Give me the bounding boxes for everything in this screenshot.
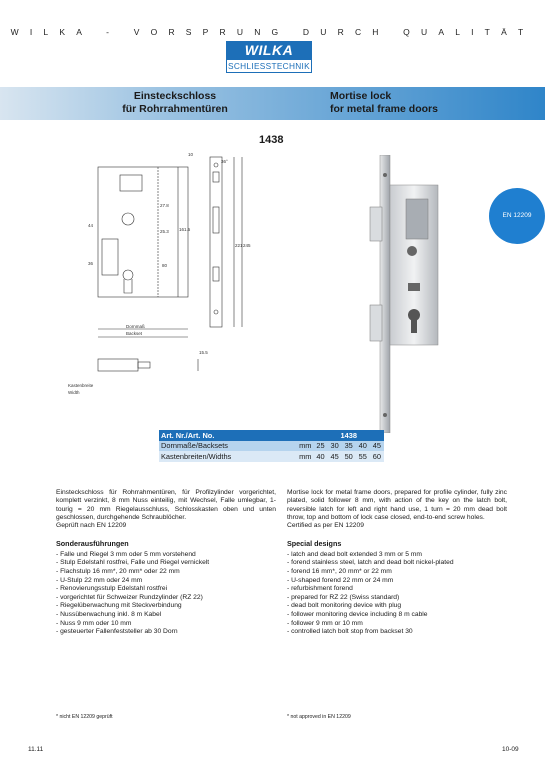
list-item: - Falle und Riegel 3 mm oder 5 mm vorstehend (56, 550, 196, 558)
svg-text:36: 36 (88, 261, 94, 266)
svg-text:27.8: 27.8 (160, 203, 169, 208)
row-label: Kastenbreiten/Widths (159, 451, 296, 462)
drawing-follower (122, 213, 134, 225)
title-english (300, 90, 490, 116)
row-label: Dornmaße/Backsets (159, 441, 296, 452)
table-row (159, 451, 384, 462)
list-item: - U-Stulp 22 mm oder 24 mm (56, 576, 143, 584)
drawing-label-width-en: Width (68, 390, 80, 395)
row-value: 25 (313, 441, 327, 452)
svg-text:221: 221 (235, 243, 243, 248)
list-item: - vorgerichtet für Schweizer Rundzylinder (RZ 22) (56, 593, 203, 601)
title-german (70, 90, 280, 116)
list-item: - Renovierungsstulp Edelstahl rostfrei (56, 585, 168, 593)
list-item: - follower 9 mm or 10 mm (287, 619, 363, 627)
list-item: - forend stainless steel, latch and dead bolt nickel-plated (287, 559, 454, 567)
spec-table-header (159, 430, 384, 441)
row-value: 45 (328, 451, 342, 462)
spec-header-label: Art. Nr./Art. No. (159, 430, 296, 441)
wilka-logo (226, 41, 312, 75)
english-special-title: Special designs (287, 539, 342, 549)
row-value: 50 (342, 451, 356, 462)
list-item: - controlled latch bolt stop from backset 30 (287, 628, 413, 636)
row-value: 55 (356, 451, 370, 462)
title-german-line2: für Rohrrahmentüren (122, 103, 228, 115)
spec-table (159, 430, 384, 462)
list-item: - follower monitoring device including 8 m cable (287, 610, 428, 618)
drawing-forend (210, 157, 222, 327)
list-item: - dead bolt monitoring device with plug (287, 602, 402, 610)
table-row (159, 441, 384, 452)
article-number: 1438 (259, 134, 284, 146)
row-unit: mm (296, 441, 314, 452)
logo-subtitle: SCHLIESSTECHNIK (226, 59, 312, 73)
en12209-badge: EN 12209 (489, 188, 545, 244)
svg-text:161.5: 161.5 (179, 227, 191, 232)
english-special-list (287, 551, 507, 637)
list-item: - refurbishment forend (287, 585, 353, 593)
row-value: 40 (356, 441, 370, 452)
list-item: - Riegelüberwachung mit Steckverbindung (56, 602, 182, 610)
row-value: 45 (370, 441, 384, 452)
list-item: - forend 16 mm*, 20 mm* or 22 mm (287, 567, 392, 575)
row-value: 40 (313, 451, 327, 462)
product-photo (362, 155, 452, 433)
drawing-label-backset-de: Dornmaß (126, 324, 145, 329)
title-english-line2: for metal frame doors (330, 103, 438, 115)
title-german-line1: Einsteckschloss (133, 90, 217, 102)
svg-text:15.5: 15.5 (199, 350, 208, 355)
tagline: WILKA - VORSPRUNG DURCH QUALITÄT (10, 27, 535, 37)
svg-text:44: 44 (88, 223, 94, 228)
list-item: - Nuss 9 mm oder 10 mm (56, 619, 132, 627)
drawing-lock-case (98, 167, 188, 297)
svg-text:245: 245 (243, 243, 251, 248)
row-value: 30 (328, 441, 342, 452)
german-special-title: Sonderausführungen (56, 539, 129, 549)
svg-text:80: 80 (162, 263, 168, 268)
list-item: - gesteuerter Fallenfeststeller ab 30 Dorn (56, 628, 178, 636)
list-item: - prepared for RZ 22 (Swiss standard) (287, 593, 400, 601)
title-band (0, 87, 545, 120)
svg-text:25.3: 25.3 (160, 229, 169, 234)
list-item: - latch and dead bolt extended 3 mm or 5 mm (287, 550, 422, 558)
list-item: - Nussüberwachung inkl. 8 m Kabel (56, 610, 162, 618)
german-intro: Einsteckschloss für Rohrrahmentüren, für Profilzylinder vorgerichtet, komplett verzinkt, 8 mm Nuss einteilig, mit Wechsel, Falle umlegbar, 1-tourig = 20 mm Riegelausschluss, Schlosskasten oben und unten geschlossen, durchgehende Schraublöcher. (56, 489, 276, 521)
german-certified: Geprüft nach EN 12209 (56, 522, 127, 530)
svg-text:36°: 36° (221, 159, 228, 164)
german-description (56, 489, 276, 637)
technical-drawing (58, 147, 258, 407)
list-item: - U-shaped forend 22 mm or 24 mm (287, 576, 394, 584)
list-item: - Flachstulp 16 mm*, 20 mm* oder 22 mm (56, 567, 180, 575)
list-item: - Stulp Edelstahl rostfrei, Falle und Riegel vernickelt (56, 559, 210, 567)
drawing-label-width-de: Kastenbreite (68, 383, 94, 388)
logo-name: WILKA (226, 41, 312, 59)
spec-header-value: 1438 (313, 430, 384, 441)
row-value: 60 (370, 451, 384, 462)
german-footnote: * nicht EN 12209 geprüft (56, 714, 113, 720)
english-certified: Certified as per EN 12209 (287, 522, 364, 530)
title-english-line1: Mortise lock (330, 90, 392, 102)
english-footnote: * not approved in EN 12209 (287, 714, 351, 720)
footer-page: 10-09 (502, 746, 519, 753)
row-unit: mm (296, 451, 314, 462)
english-description (287, 489, 507, 637)
svg-text:10: 10 (188, 152, 194, 157)
german-special-list (56, 551, 276, 637)
footer-date: 11.11 (28, 746, 44, 753)
drawing-label-backset-en: Backset (126, 331, 143, 336)
row-value: 35 (342, 441, 356, 452)
english-intro: Mortise lock for metal frame doors, prepared for profile cylinder, fully zinc plated, solid follower 8 mm, with action of the key on the latch bolt, reversible latch for left and right hand use, 1 turn = 20 mm dead bolt throw, top and bottom of lock case closed, end-to-end screw holes. (287, 489, 507, 521)
